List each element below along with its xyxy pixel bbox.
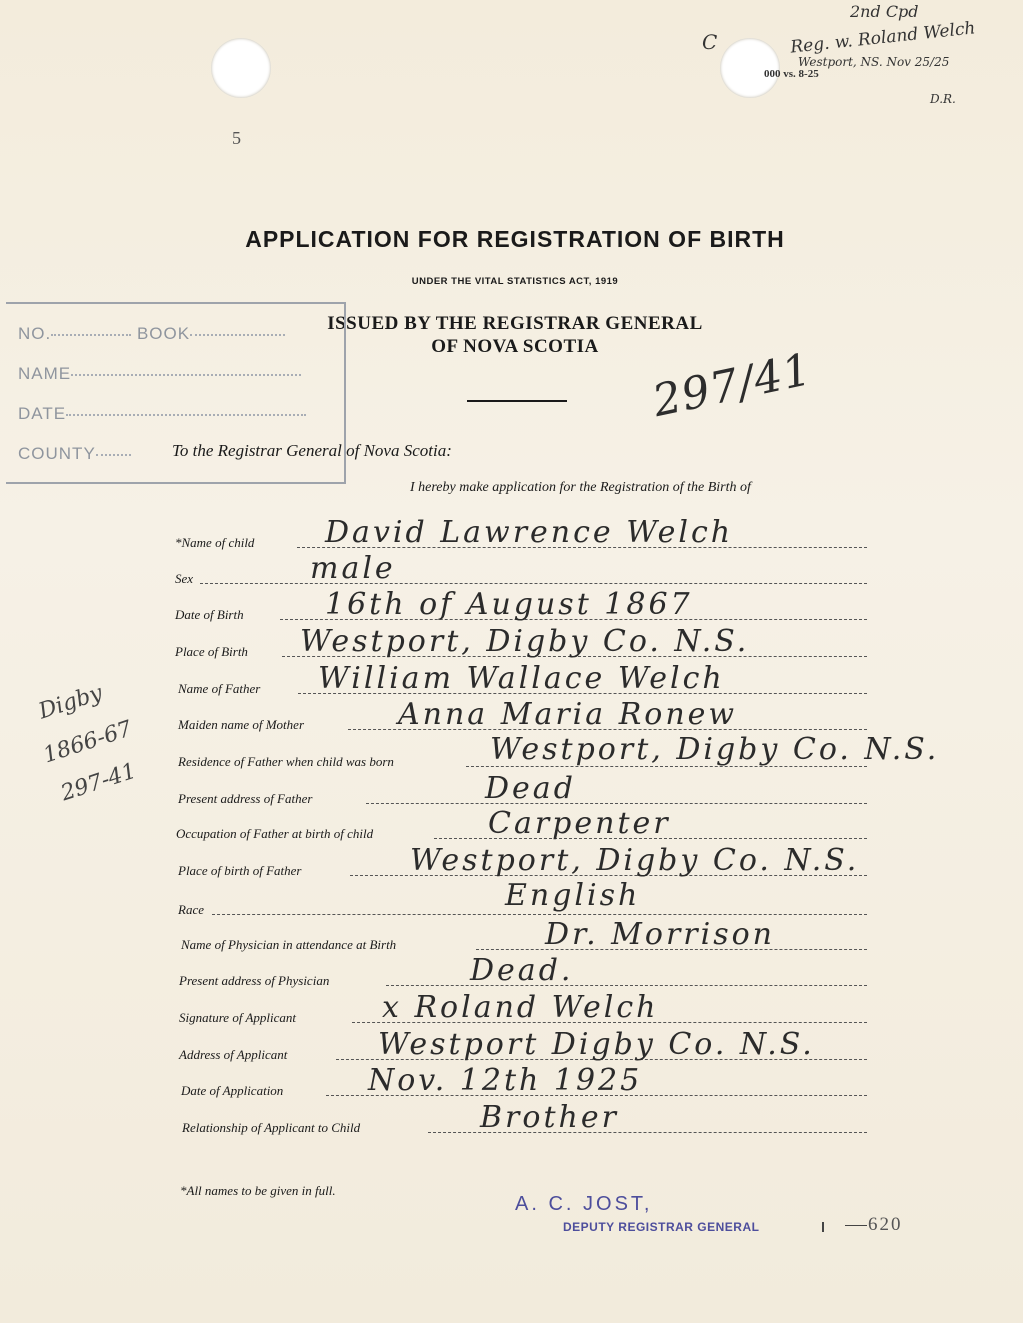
stamp-book-label: BOOK (136, 324, 191, 343)
title-rule (467, 400, 567, 402)
margin-note-line2: 1866-67 (40, 716, 136, 769)
issued-line-1: ISSUED BY THE REGISTRAR GENERAL (327, 313, 703, 334)
page-number-dash (845, 1225, 867, 1226)
field-label: Place of Birth (175, 644, 248, 659)
field-value: Carpenter (488, 806, 671, 841)
stamp-row-date (18, 404, 306, 424)
field-line (366, 803, 867, 804)
stamp-no-label: NO. (18, 324, 52, 343)
field-row-occupation-of-father (0, 806, 1023, 846)
field-row-race (0, 878, 1023, 922)
field-value: English (505, 878, 641, 913)
stamp-row-name (18, 364, 301, 384)
field-label: Name of Father (178, 681, 261, 696)
field-value: Dead. (470, 953, 574, 988)
footnote: *All names to be given in full. (180, 1183, 336, 1198)
field-label: Present address of Father (178, 791, 313, 806)
field-value: David Lawrence Welch (325, 515, 734, 550)
issued-line-2: OF NOVA SCOTIA (431, 336, 599, 357)
margin-note-line3: 297-41 (58, 758, 140, 807)
field-label: Present address of Physician (179, 973, 330, 988)
field-label: Maiden name of Mother (178, 717, 305, 732)
margin-note-line1: Digby (35, 680, 106, 725)
field-label: Residence of Father when child was born (178, 754, 394, 769)
field-label: Address of Applicant (179, 1047, 288, 1062)
page-title: APPLICATION FOR REGISTRATION OF BIRTH (245, 226, 785, 252)
field-line (386, 985, 867, 986)
field-value: Brother (480, 1100, 619, 1135)
field-label: Occupation of Father at birth of child (176, 826, 374, 841)
page-tick-mark (822, 1222, 824, 1232)
addressee: To the Registrar General of Nova Scotia: (172, 441, 452, 460)
field-row-relationship (0, 1100, 1023, 1140)
stamp-dots (71, 374, 301, 376)
top-note-line1: 2nd Cpd (850, 2, 919, 21)
field-label: Place of birth of Father (178, 863, 302, 878)
stamp-row-county (18, 444, 131, 464)
field-value: Westport Digby Co. N.S. (378, 1027, 815, 1062)
field-label: *Name of child (175, 535, 255, 550)
stamp-dots (190, 334, 285, 336)
top-note-line5: D.R. (930, 92, 956, 106)
field-line (212, 914, 867, 915)
top-note-line4: Westport, NS. Nov 25/25 (798, 55, 950, 69)
field-label: Signature of Applicant (179, 1010, 296, 1025)
page-subtitle: UNDER THE VITAL STATISTICS ACT, 1919 (411, 276, 619, 287)
deputy-stamp-title: DEPUTY REGISTRAR GENERAL (563, 1220, 760, 1234)
field-label: Race (178, 902, 204, 917)
small-mark: 5 (232, 128, 241, 148)
top-note-line2: C (702, 30, 718, 54)
intro-text: I hereby make application for the Registration of the Birth of (410, 480, 751, 495)
field-value: Dead (485, 771, 576, 806)
stamp-date-label: DATE (18, 404, 67, 423)
field-label: Date of Birth (175, 607, 244, 622)
stamp-row-no (18, 324, 285, 344)
field-row-signature-of-applicant (0, 990, 1023, 1030)
field-label: Date of Application (181, 1083, 284, 1098)
field-row-date-of-application (0, 1063, 1023, 1103)
page-number: 620 (868, 1214, 903, 1235)
field-value: 16th of August 1867 (325, 587, 693, 622)
stamp-county-label: COUNTY (18, 444, 96, 463)
registration-number: 297/41 (648, 343, 817, 428)
field-row-date-of-birth (0, 587, 1023, 627)
field-value: Anna Maria Ronew (398, 697, 738, 732)
punch-hole-left (211, 38, 271, 98)
field-row-name-of-child (0, 515, 1023, 555)
top-note-line3: Reg. w. Roland Welch (789, 18, 977, 58)
field-value: William Wallace Welch (318, 661, 725, 696)
field-value: x Roland Welch (382, 990, 659, 1025)
stamp-dots (66, 414, 306, 416)
field-label: Sex (175, 571, 194, 586)
field-value: Dr. Morrison (545, 917, 776, 952)
field-line (200, 583, 867, 584)
field-value: Nov. 12th 1925 (368, 1063, 643, 1098)
field-label: Relationship of Applicant to Child (182, 1120, 361, 1135)
field-value: Westport, Digby Co. N.S. (490, 732, 940, 767)
field-value: male (310, 551, 396, 586)
field-value: Westport, Digby Co. N.S. (300, 624, 750, 659)
deputy-stamp-name: A. C. JOST, (515, 1193, 653, 1215)
field-row-place-of-birth (0, 624, 1023, 664)
field-value: Westport, Digby Co. N.S. (410, 843, 860, 878)
stamp-dots (96, 454, 131, 456)
printed-form-number: 000 vs. 8-25 (764, 68, 819, 80)
stamp-dots (51, 334, 131, 336)
field-row-address-of-physician (0, 953, 1023, 993)
field-label: Name of Physician in attendance at Birth (181, 937, 397, 952)
stamp-name-label: NAME (18, 364, 72, 383)
